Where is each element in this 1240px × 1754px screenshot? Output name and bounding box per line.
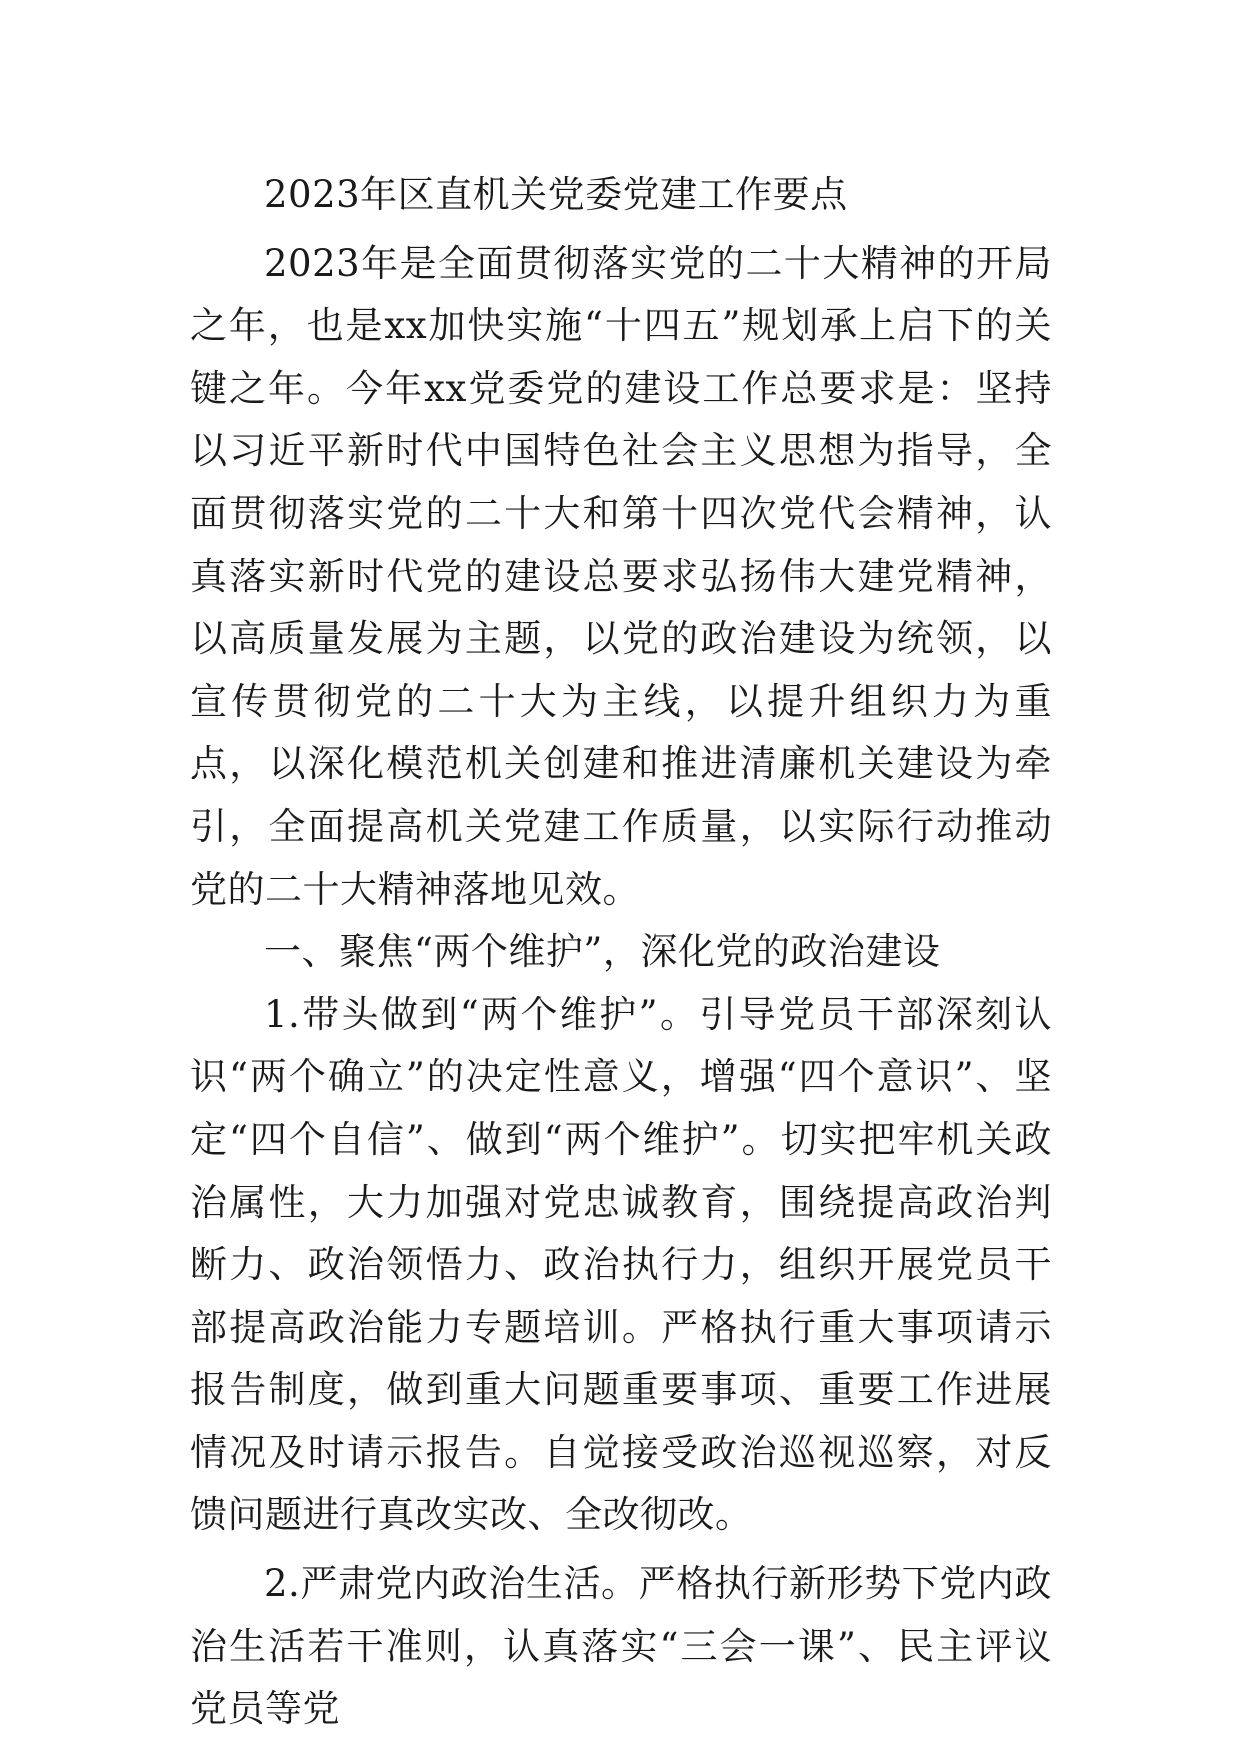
document-body	[190, 164, 1052, 1741]
item-paragraph-2: 2.严肃党内政治生活。严格执行新形势下党内政治生活若干准则，认真落实“三会一课”、民主评议党员等党	[190, 1562, 1052, 1731]
item-paragraph-1: 1.带头做到“两个维护”。引导党员干部深刻认识“两个确立”的决定性意义，增强“四个意识”、坚定“四个自信”、做到“两个维护”。切实把牢机关政治属性，大力加强对党忠诚教育，围绕提高政治判断力、政治领悟力、政治执行力，组织开展党员干部提高政治能力专题培训。严格执行重大事项请示报告制度，做到重大问题重要事项、重要工作进展情况及时请示报告。自觉接受政治巡视巡察，对反馈问题进行真改实改、全改彻改。	[190, 992, 1052, 1537]
intro-paragraph: 2023年是全面贯彻落实党的二十大精神的开局之年，也是xx加快实施“十四五”规划承上启下的关键之年。今年xx党委党的建设工作总要求是：坚持以习近平新时代中国特色社会主义思想为指导，全面贯彻落实党的二十大和第十四次党代会精神，认真落实新时代党的建设总要求弘扬伟大建党精神，以高质量发展为主题，以党的政治建设为统领，以宣传贯彻党的二十大为主线，以提升组织力为重点，以深化模范机关创建和推进清廉机关建设为牵引，全面提高机关党建工作质量，以实际行动推动党的二十大精神落地见效。	[190, 241, 1052, 911]
document-title: 2023年区直机关党委党建工作要点	[264, 173, 848, 216]
section-heading: 一、聚焦“两个维护”，深化党的政治建设	[264, 930, 941, 974]
